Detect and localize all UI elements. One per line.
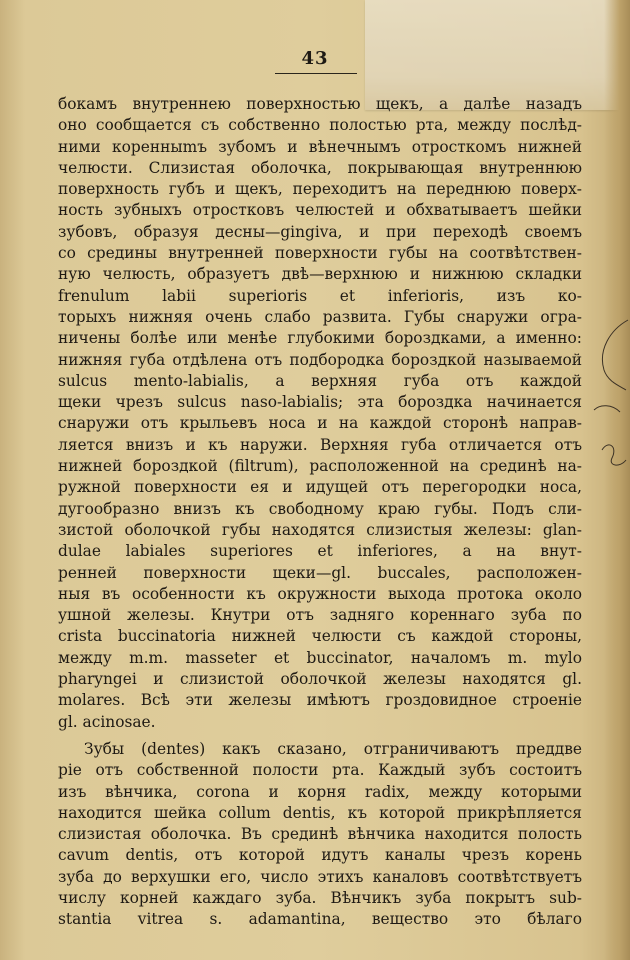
text-line: со средины внутренней поверхности губы на соотвѣтствен- bbox=[58, 244, 582, 263]
text-line: снаружи отъ крыльевъ носа и на каждой сторонѣ направ- bbox=[58, 414, 582, 433]
text-line: stantia vitrea s. adamantina, вещество это бѣлаго bbox=[58, 910, 582, 929]
text-line: слизистая оболочка. Въ срединѣ вѣнчика находится полость bbox=[58, 825, 582, 844]
text-line: между m.m. masseter et buccinator, началомъ m. mylo bbox=[58, 648, 582, 667]
text-line: molares. Всѣ эти железы имѣютъ гроздовидное строеніе bbox=[58, 691, 582, 710]
text-line: щеки чрезъ sulcus naso-labialis; эта бороздка начинается bbox=[58, 393, 582, 412]
text-line: ную челюсть, образуетъ двѣ—верхнюю и нижнюю складки bbox=[58, 265, 582, 284]
text-line: ность зубныхъ отростковъ челюстей и обхватываетъ шейки bbox=[58, 201, 582, 220]
text-line: зубовъ, образуя десны—gingiva, и при переходѣ своемъ bbox=[58, 222, 582, 241]
text-line: торыхъ нижняя очень слабо развита. Губы снаружи огра- bbox=[58, 307, 582, 326]
text-line: Зубы (dentes) какъ сказано, отграничиваютъ преддве bbox=[84, 739, 582, 758]
text-line: ушной железы. Кнутри отъ задняго кореннаго зуба по bbox=[58, 606, 582, 625]
text-line: ныя въ особенности къ окружности выхода протока около bbox=[58, 584, 582, 603]
text-line: frenulum labii superioris et inferioris, изъ ко- bbox=[58, 286, 582, 305]
text-line: ляется внизъ и къ наружи. Верхняя губа отличается отъ bbox=[58, 435, 582, 454]
text-line: изъ вѣнчика, corona и корня radix, между которыми bbox=[58, 782, 582, 801]
text-line: dulae labiales superiores et inferiores, а на внут- bbox=[58, 542, 582, 561]
text-line: челюсти. Слизистая оболочка, покрывающая внутреннюю bbox=[58, 158, 582, 177]
body-text bbox=[58, 94, 582, 931]
text-line: зистой оболочкой губы находятся слизистыя железы: glan- bbox=[58, 520, 582, 539]
text-line: находится шейка collum dentis, къ которой прикрѣпляется bbox=[58, 803, 582, 822]
text-line: нижней бороздкой (filtrum), расположенной на срединѣ на- bbox=[58, 457, 582, 476]
header-rule bbox=[275, 73, 357, 74]
text-line: поверхность губъ и щекъ, переходитъ на переднюю поверх- bbox=[58, 180, 582, 199]
text-line: gl. acinosae. bbox=[58, 712, 156, 731]
text-line: бокамъ внутреннею поверхностью щекъ, а далѣе назадъ bbox=[58, 95, 582, 113]
text-line: ружной поверхности ея и идущей отъ перегородки носа, bbox=[58, 478, 582, 497]
text-line: ничены болѣе или менѣе глубокими бороздками, а именно: bbox=[58, 329, 582, 348]
text-line: нижняя губа отдѣлена отъ подбородка бороздкой называемой bbox=[58, 350, 582, 369]
text-line: pharyngei и слизистой оболочкой железы находятся gl. bbox=[58, 670, 582, 689]
text-line: зуба до верхушки его, число этихъ каналовъ соотвѣтствуетъ bbox=[58, 867, 582, 886]
text-line: ренней поверхности щеки—gl. buccales, расположен- bbox=[58, 563, 582, 582]
text-line: числу корней каждаго зуба. Вѣнчикъ зуба покрытъ sub- bbox=[58, 888, 582, 907]
text-line: crista buccinatoria нижней челюсти съ каждой стороны, bbox=[58, 627, 582, 646]
page-number: 43 bbox=[301, 48, 329, 69]
text-line: ріе отъ собственной полости рта. Каждый зубъ состоитъ bbox=[58, 761, 582, 780]
text-line: ними коренныmъ зубомъ и вѣнечнымъ отросткомъ нижней bbox=[58, 137, 582, 156]
text-line: дугообразно внизъ къ свободному краю губы. Подъ сли- bbox=[58, 499, 582, 518]
text-line: cavum dentis, отъ которой идутъ каналы чрезъ корень bbox=[58, 846, 582, 865]
margin-pencil-marks bbox=[590, 300, 630, 500]
text-line: sulcus mento-labialis, а верхняя губа отъ каждой bbox=[58, 371, 582, 390]
text-line: оно сообщается съ собственно полостью рта, между послѣд- bbox=[58, 116, 582, 135]
